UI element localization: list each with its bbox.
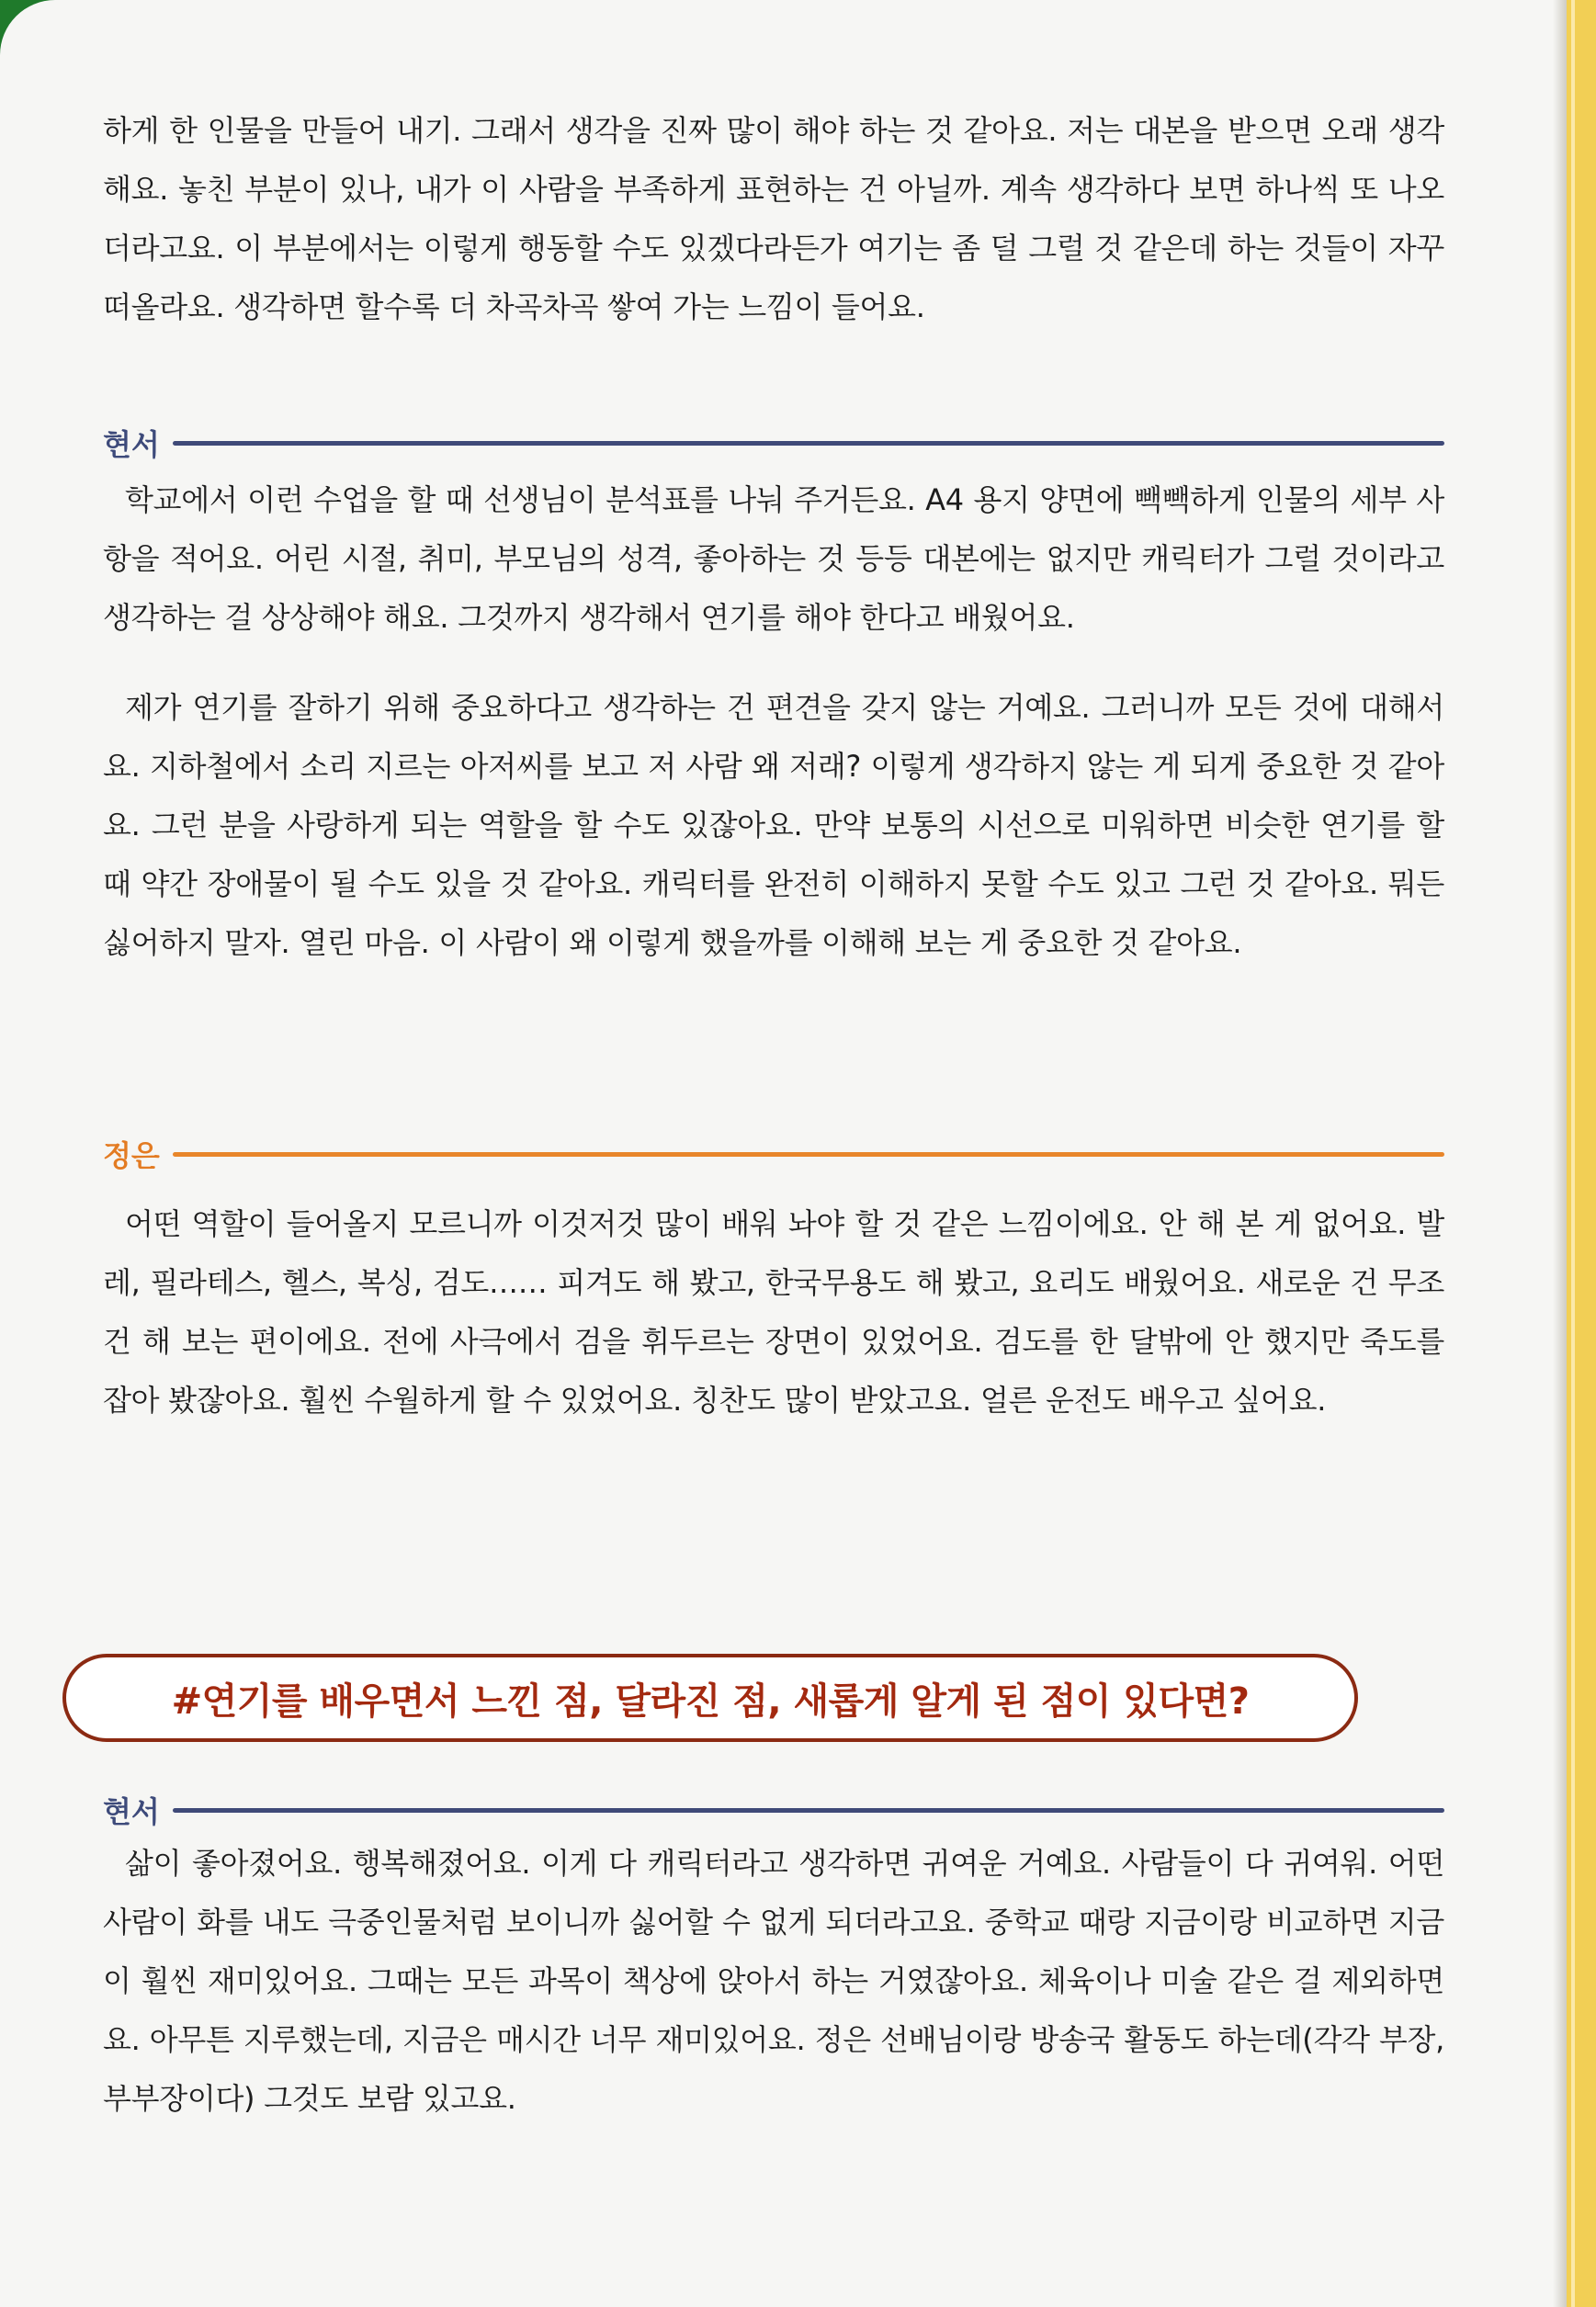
intro-paragraph: 하게 한 인물을 만들어 내기. 그래서 생각을 진짜 많이 해야 하는 것 같아요. 저는 대본을 받으면 오래 생각해요. 놓친 부분이 있나, 내가 이 사람을 부족하게 표현하는 건 아닐까. 계속 생각하다 보면 하나씩 또 나오더라고요. 이 부분에서는 이렇게 행동할 수도 있겠다라든가 여기는 좀 덜 그럴 것 같은데 하는 것들이 자꾸 떠올라요. 생각하면 할수록 더 차곡차곡 쌓여 가는 느낌이 들어요.	[103, 113, 1444, 324]
jeongeun-paragraph: 어떤 역할이 들어올지 모르니까 이것저것 많이 배워 놔야 할 것 같은 느낌이에요. 안 해 본 게 없어요. 발레, 필라테스, 헬스, 복싱, 검도…… 피겨도 해 봤고, 한국무용도 해 봤고, 요리도 배웠어요. 새로운 건 무조건 해 보는 편이에요. 전에 사극에서 검을 휘두르는 장면이 있었어요. 검도를 한 달밖에 안 했지만 죽도를 잡아 봤잖아요. 훨씬 수월하게 할 수 있었어요. 칭찬도 많이 받았고요. 얼른 운전도 배우고 싶어요.	[103, 1206, 1444, 1418]
hyunseo-paragraph-1: 학교에서 이런 수업을 할 때 선생님이 분석표를 나눠 주거든요. A4 용지 양면에 빽빽하게 인물의 세부 사항을 적어요. 어린 시절, 취미, 부모님의 성격, 좋아하는 것 등등 대본에는 없지만 캐릭터가 그럴 것이라고 생각하는 걸 상상해야 해요. 그것까지 생각해서 연기를 해야 한다고 배웠어요.	[103, 482, 1444, 635]
hyunseo-answer-paragraph: 삶이 좋아졌어요. 행복해졌어요. 이게 다 캐릭터라고 생각하면 귀여운 거예요. 사람들이 다 귀여워. 어떤 사람이 화를 내도 극중인물처럼 보이니까 싫어할 수 없게 되더라고요. 중학교 때랑 지금이랑 비교하면 지금이 훨씬 재미있어요. 그때는 모든 과목이 책상에 앉아서 하는 거였잖아요. 체육이나 미술 같은 걸 제외하면요. 아무튼 지루했는데, 지금은 매시간 너무 재미있어요. 정은 선배님이랑 방송국 활동도 하는데(각각 부장, 부부장이다) 그것도 보람 있고요.	[103, 1846, 1444, 2116]
speaker-name: 현서	[103, 1794, 160, 1829]
question-heading: #연기를 배우면서 느낀 점, 달라진 점, 새롭게 알게 된 점이 있다면?	[171, 1679, 1250, 1723]
speaker-header-hyunseo-2	[103, 1792, 1444, 1828]
page-edge-shadow	[1553, 0, 1567, 2307]
page-edge-highlight	[1571, 0, 1575, 2307]
speaker-rule	[173, 1808, 1444, 1813]
speaker-name: 현서	[103, 427, 160, 462]
speaker-header-hyunseo-1	[103, 424, 1444, 461]
speaker-rule	[173, 441, 1444, 446]
speaker-name: 정은	[103, 1138, 160, 1173]
hyunseo-paragraph-2: 제가 연기를 잘하기 위해 중요하다고 생각하는 건 편견을 갖지 않는 거예요. 그러니까 모든 것에 대해서요. 지하철에서 소리 지르는 아저씨를 보고 저 사람 왜 저래? 이렇게 생각하지 않는 게 되게 중요한 것 같아요. 그런 분을 사랑하게 되는 역할을 할 수도 있잖아요. 만약 보통의 시선으로 미워하면 비슷한 연기를 할 때 약간 장애물이 될 수도 있을 것 같아요. 캐릭터를 완전히 이해하지 못할 수도 있고 그런 것 같아요. 뭐든 싫어하지 말자. 열린 마음. 이 사람이 왜 이렇게 했을까를 이해해 보는 게 중요한 것 같아요.	[103, 690, 1444, 960]
question-box	[62, 1654, 1358, 1742]
speaker-rule	[173, 1152, 1444, 1157]
speaker-header-jeongeun	[103, 1136, 1444, 1172]
